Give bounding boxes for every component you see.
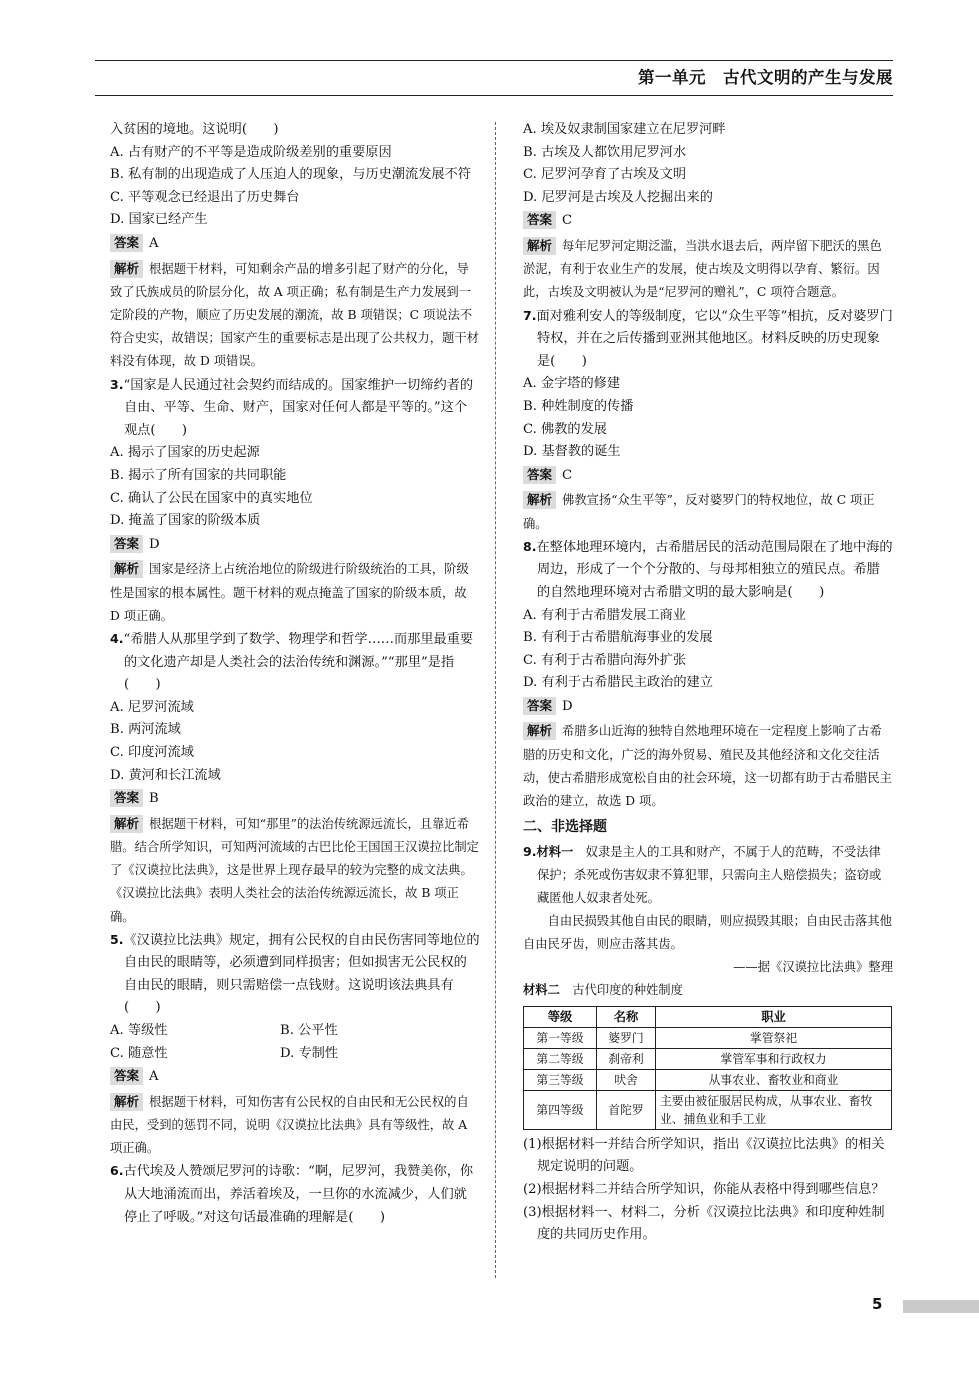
question-stem: [110, 929, 480, 1020]
header-rule-top: [95, 60, 893, 61]
question-6-continued: [523, 119, 893, 305]
option-c: C. 平等观念已经退出了历史舞台: [110, 189, 300, 205]
analysis-tag: 解析: [523, 237, 556, 255]
question-7: [523, 305, 893, 536]
analysis-text: 根据题干材料，可知剩余产品的增多引起了财产的分化，导致了氏族成员的阶层分化，故 A 项正确；私有制是生产力发展到一定阶段的产物，顺应了历史发展的潮流，故 B 项错误；C 项说法不符合史实，故错误；国家产生的重要标志是出现了公共权力，题干材料没有体现，故 D 项错误。: [110, 261, 479, 369]
analysis-line: [110, 1091, 480, 1161]
analysis-tag: 解析: [523, 722, 556, 740]
answer-tag: 答案: [523, 697, 556, 715]
analysis-line: [110, 258, 480, 374]
answer-value: A: [149, 235, 159, 251]
column-header: 职业: [656, 1006, 892, 1027]
right-column: [523, 119, 893, 1247]
option-a: A. 埃及奴隶制国家建立在尼罗河畔: [523, 122, 726, 137]
question-stem: [110, 374, 480, 443]
table-cell: 第四等级: [524, 1090, 597, 1129]
question-stem: [110, 628, 480, 697]
page-number-bar: [903, 1300, 979, 1313]
answer-tag: 答案: [523, 211, 556, 229]
answer-tag: 答案: [110, 535, 143, 553]
option-a: A. 占有财产的不平等是造成阶级差别的重要原因: [110, 144, 392, 160]
table-header-row: [524, 1006, 892, 1027]
question-number: 3.: [110, 376, 124, 392]
answer-value: A: [149, 1069, 159, 1085]
question-5: [110, 929, 480, 1161]
answer-line: [523, 210, 893, 233]
option-d: D. 有利于古希腊民主政治的建立: [523, 675, 713, 691]
option-c: C. 有利于古希腊向海外扩张: [523, 652, 687, 668]
table-cell: 掌管祭祀: [656, 1027, 892, 1048]
table-cell: 婆罗门: [597, 1027, 656, 1048]
caste-table: [523, 1006, 892, 1130]
option-a: A. 等级性: [110, 1023, 168, 1039]
question-text: “希腊人从那里学到了数学、物理学和哲学……而那里最重要的文化遗产却是人类社会的法治传统和渊源。”“那里”是指( ): [123, 631, 474, 693]
column-header: 等级: [524, 1006, 597, 1027]
option-b: B. 两河流域: [110, 722, 181, 738]
question-text: “国家是人民通过社会契约而结成的。国家维护一切缔约者的自由、平等、生命、财产，国家对任何人都是平等的。”这个观点( ): [123, 377, 474, 438]
table-row: [524, 1090, 892, 1129]
analysis-tag: 解析: [110, 560, 143, 578]
table-cell: 刹帝利: [597, 1048, 656, 1069]
table-row: [524, 1048, 892, 1069]
option-c: C. 印度河流域: [110, 744, 194, 760]
section-heading: 二、非选择题: [523, 819, 607, 836]
header-rule-bottom: [95, 95, 893, 96]
analysis-tag: 解析: [110, 815, 143, 833]
unit-title: 第一单元 古代文明的产生与发展: [638, 68, 893, 87]
table-row: [524, 1027, 892, 1048]
option-d: D. 黄河和长江流域: [110, 767, 221, 783]
answer-tag: 答案: [110, 789, 143, 807]
analysis-text: 根据题干材料，可知伤害有公民权的自由民和无公民权的自由民，受到的惩罚不同，说明《汉谟拉比法典》具有等级性，故 A 项正确。: [110, 1094, 469, 1156]
question-stem: 入贫困的境地。这说明( ): [110, 122, 279, 137]
option-b: B. 私有制的出现造成了人压迫人的现象，与历史潮流发展不符: [110, 167, 471, 183]
column-divider: [495, 122, 496, 1278]
question-stem: [523, 305, 893, 374]
material-one-para2: 自由民损毁其他自由民的眼睛，则应损毁其眼；自由民击落其他自由民牙齿，则应击落其齿。: [523, 913, 892, 951]
analysis-tag: 解析: [523, 491, 556, 509]
material-text: 奴隶是主人的工具和财产，不属于人的范畴，不受法律保护；杀死或伤害奴隶不算犯罪，只需向主人赔偿损失；盗窃或藏匿他人奴隶者处死。: [537, 844, 882, 905]
answer-line: [523, 696, 893, 719]
answer-value: D: [562, 698, 573, 714]
material-title: 古代印度的种姓制度: [572, 982, 683, 997]
option-b: B. 种姓制度的传播: [523, 398, 634, 414]
option-c: C. 随意性: [110, 1045, 168, 1061]
table-cell: 主要由被征服居民构成，从事农业、畜牧业、捕鱼业和手工业: [656, 1090, 892, 1129]
answer-tag: 答案: [110, 234, 143, 252]
option-c: C. 尼罗河孕育了古埃及文明: [523, 167, 687, 183]
material-label: 材料二: [523, 982, 560, 997]
option-d: D. 掩盖了国家的阶级本质: [110, 513, 261, 529]
question-stem: [110, 1160, 480, 1229]
answer-line: [110, 534, 480, 557]
option-d: D. 国家已经产生: [110, 212, 208, 228]
table-row: [524, 1069, 892, 1090]
answer-value: C: [562, 467, 573, 483]
analysis-line: [523, 235, 893, 305]
answer-line: [523, 465, 893, 488]
analysis-tag: 解析: [110, 260, 143, 278]
sub-question-2: (2)根据材料二并结合所学知识，你能从表格中得到哪些信息？: [523, 1182, 885, 1198]
question-8: [523, 536, 893, 814]
sub-question-3: (3)根据材料一、材料二，分析《汉谟拉比法典》和印度种姓制度的共同历史作用。: [523, 1204, 885, 1243]
left-column: [110, 119, 480, 1229]
question-9: [523, 840, 893, 1247]
analysis-line: [523, 489, 893, 535]
answer-value: D: [149, 536, 160, 552]
option-a: A. 有利于古希腊发展工商业: [523, 607, 686, 623]
question-text: 在整体地理环境内，古希腊居民的活动范围局限在了地中海的周边，形成了一个个分散的、与母邦相独立的殖民点。希腊的自然地理环境对古希腊文明的最大影响是( ): [536, 539, 893, 600]
question-number: 6.: [110, 1163, 124, 1179]
answer-tag: 答案: [110, 1067, 143, 1085]
question-number: 7.: [523, 307, 537, 323]
option-c: C. 佛教的发展: [523, 421, 607, 437]
question-number: 9.: [523, 843, 537, 859]
option-b: B. 公平性: [280, 1023, 338, 1039]
question-2-continued: [110, 119, 480, 374]
material-two: [523, 979, 893, 1002]
answer-value: C: [562, 213, 573, 229]
table-cell: 首陀罗: [597, 1090, 656, 1129]
analysis-text: 佛教宣扬“众生平等”，反对婆罗门的特权地位，故 C 项正确。: [523, 493, 875, 531]
answer-value: B: [149, 791, 159, 807]
question-number: 8.: [523, 538, 537, 554]
option-b: B. 古埃及人都饮用尼罗河水: [523, 144, 687, 160]
option-a: A. 金字塔的修建: [523, 376, 621, 392]
table-cell: 第一等级: [524, 1027, 597, 1048]
option-b: B. 揭示了所有国家的共同职能: [110, 467, 287, 483]
question-text: 《汉谟拉比法典》规定，拥有公民权的自由民伤害同等地位的自由民的眼睛等，必须遭到同样损害；但如损害无公民权的自由民的眼睛，则只需赔偿一点钱财。这说明该法典具有( ): [123, 932, 480, 1016]
analysis-text: 根据题干材料，可知“那里”的法治传统源远流长，且靠近希腊。结合所学知识，可知两河流域的古巴比伦王国国王汉谟拉比制定了《汉谟拉比法典》，这是世界上现存最早的较为完整的成文法典。《汉谟拉比法典》表明人类社会的法治传统源远流长，故 B 项正确。: [110, 816, 479, 924]
analysis-line: [110, 558, 480, 628]
question-stem: [523, 536, 893, 605]
material-source: ——据《汉谟拉比法典》整理: [733, 959, 893, 974]
analysis-text: 国家是经济上占统治地位的阶级进行阶级统治的工具，阶级性是国家的根本属性。题干材料的观点掩盖了国家的阶级本质，故 D 项正确。: [110, 562, 469, 623]
question-text: 古代埃及人赞颂尼罗河的诗歌：“啊，尼罗河，我赞美你，你从大地涌流而出，养活着埃及，一旦你的水流减少，人们就停止了呼吸。”对这句话最准确的理解是( ): [123, 1164, 474, 1225]
option-d: D. 专制性: [280, 1045, 339, 1061]
answer-line: [110, 1066, 480, 1089]
option-a: A. 尼罗河流域: [110, 699, 194, 715]
option-d: D. 尼罗河是古埃及人挖掘出来的: [523, 189, 713, 205]
options-row: [110, 1043, 480, 1066]
question-number: 4.: [110, 630, 124, 646]
question-3: [110, 374, 480, 628]
answer-line: [110, 233, 480, 256]
option-b: B. 有利于古希腊航海事业的发展: [523, 630, 713, 646]
table-cell: 从事农业、畜牧业和商业: [656, 1069, 892, 1090]
analysis-line: [110, 813, 480, 929]
answer-line: [110, 788, 480, 811]
question-6: [110, 1160, 480, 1229]
table-cell: 第三等级: [524, 1069, 597, 1090]
option-d: D. 基督教的诞生: [523, 444, 621, 460]
question-4: [110, 628, 480, 929]
answer-tag: 答案: [523, 466, 556, 484]
material-one: [523, 840, 893, 910]
sub-question-1: (1)根据材料一并结合所学知识，指出《汉谟拉比法典》的相关规定说明的问题。: [523, 1136, 885, 1175]
table-cell: 掌管军事和行政权力: [656, 1048, 892, 1069]
question-text: 面对雅利安人的等级制度，它以“众生平等”相抗，反对婆罗门特权，并在之后传播到亚洲其他地区。材料反映的历史现象是( ): [536, 308, 893, 369]
option-a: A. 揭示了国家的历史起源: [110, 445, 260, 461]
analysis-text: 每年尼罗河定期泛滥，当洪水退去后，两岸留下肥沃的黑色淤泥，有利于农业生产的发展，使古埃及文明得以孕育、繁衍。因此，古埃及文明被认为是“尼罗河的赠礼”，C 项符合题意。: [523, 238, 882, 300]
options-row: [110, 1020, 480, 1043]
analysis-tag: 解析: [110, 1093, 143, 1111]
column-header: 名称: [597, 1006, 656, 1027]
analysis-text: 希腊多山近海的独特自然地理环境在一定程度上影响了古希腊的历史和文化，广泛的海外贸易、殖民及其他经济和文化交往活动，使古希腊形成宽松自由的社会环境，这一切都有助于古希腊民主政治的建立，故选 D 项。: [523, 724, 892, 809]
page-number: 5: [872, 1295, 883, 1313]
option-c: C. 确认了公民在国家中的真实地位: [110, 490, 313, 506]
analysis-line: [523, 720, 893, 813]
material-label: 材料一: [536, 844, 574, 859]
table-cell: 第二等级: [524, 1048, 597, 1069]
question-number: 5.: [110, 931, 124, 947]
table-cell: 吠舍: [597, 1069, 656, 1090]
